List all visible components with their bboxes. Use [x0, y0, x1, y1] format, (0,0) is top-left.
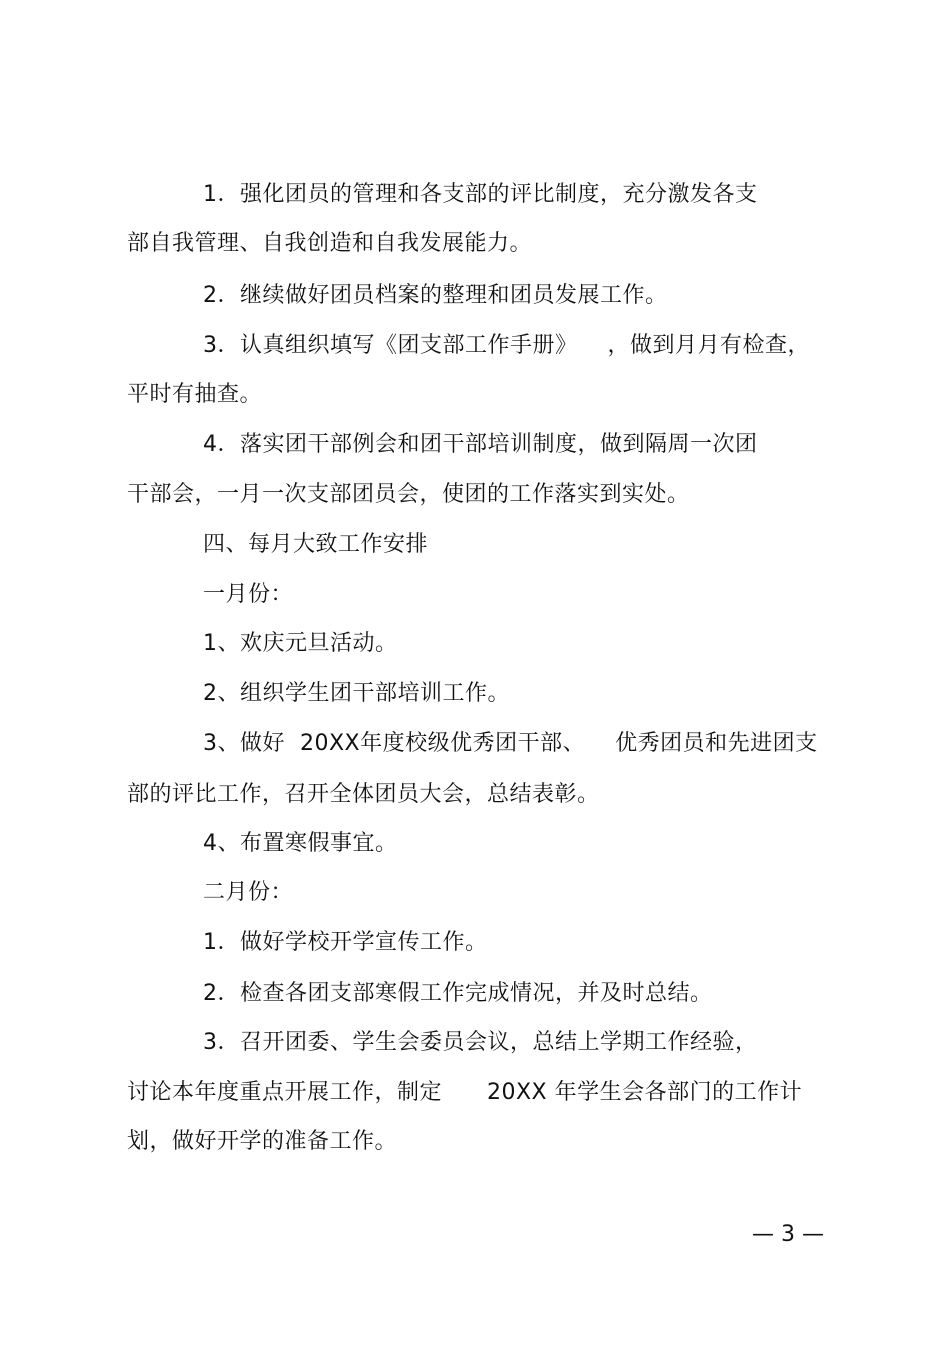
list-item-line: 2．检查各团支部寒假工作完成情况，并及时总结。 — [203, 981, 713, 1006]
month-heading-february: 二月份： — [203, 880, 294, 905]
page-number: — 3 — — [752, 1222, 824, 1247]
paragraph-line-1: 1．强化团员的管理和各支部的评比制度，充分激发各支 — [203, 182, 758, 207]
list-item-line: 2、组织学生团干部培训工作。 — [203, 681, 510, 706]
list-item-line: 4、布置寒假事宜。 — [203, 831, 398, 856]
paragraph-line-7: 干部会，一月一次支部团员会，使团的工作落实到实处。 — [127, 482, 690, 507]
list-item-line: 3、做好 20XX年度校级优秀团干部、 优秀团员和先进团支 — [203, 731, 818, 756]
paragraph-line-5: 平时有抽查。 — [127, 382, 263, 407]
month-heading-january: 一月份： — [203, 582, 294, 607]
list-item-line: 部的评比工作，召开全体团员大会，总结表彰。 — [127, 782, 600, 807]
list-item-line: 1．做好学校开学宣传工作。 — [203, 930, 488, 955]
paragraph-line-2: 部自我管理、自我创造和自我发展能力。 — [127, 231, 533, 256]
list-item-line: 1、欢庆元旦活动。 — [203, 631, 398, 656]
list-item-line: 3．召开团委、学生会委员会议，总结上学期工作经验， — [203, 1030, 758, 1055]
paragraph-line-6: 4．落实团干部例会和团干部培训制度，做到隔周一次团 — [203, 432, 758, 457]
list-item-line: 讨论本年度重点开展工作，制定 20XX 年学生会各部门的工作计 — [127, 1080, 803, 1105]
section-heading: 四、每月大致工作安排 — [203, 532, 429, 557]
paragraph-line-4: 3．认真组织填写《团支部工作手册》 ，做到月月有检查， — [203, 333, 810, 358]
list-item-line: 划，做好开学的准备工作。 — [127, 1129, 398, 1154]
paragraph-line-3: 2．继续做好团员档案的整理和团员发展工作。 — [203, 283, 668, 308]
